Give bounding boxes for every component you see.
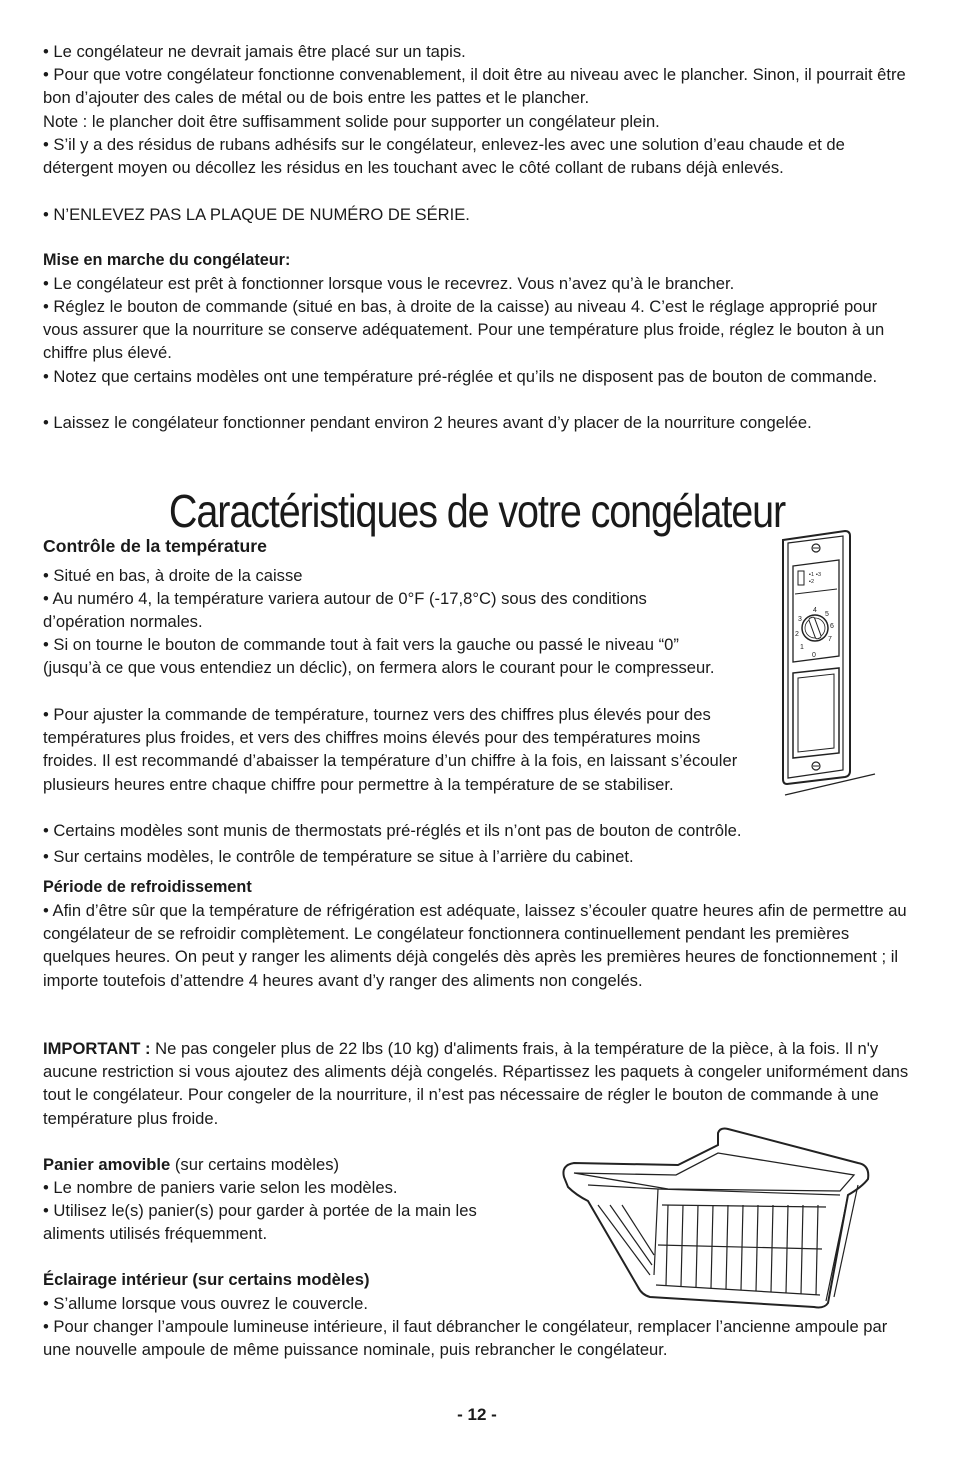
temp-bullet-preset: • Certains modèles sont munis de thermostats pré-réglés et ils n’ont pas de bouton de contrôle. — [43, 821, 742, 840]
intro-note-floor: Note : le plancher doit être suffisamment solide pour supporter un congélateur plein. — [43, 112, 660, 131]
important-text: Ne pas congeler plus de 22 lbs (10 kg) d'aliments frais, à la température de la pièce, à la fois. Il n'y aucune restriction si vous ajoutez des aliments déjà congelés. Répartissez les paquets à congeler uniformément dans tout le congélateur. Pour congeler de la nourriture, il n’est pas nécessaire de régler le bouton de commande à une température plus froide. — [43, 1039, 909, 1128]
startup-bullet-ready: • Le congélateur est prêt à fonctionner lorsque vous le recevrez. Vous n’avez qu’à le brancher. — [43, 274, 735, 293]
intro-bullet-level: • Pour que votre congélateur fonctionne convenablement, il doit être au niveau avec le plancher. Sinon, il pourrait être bon d’ajouter des cales de métal ou de bois entre les pattes et le plancher. — [43, 65, 906, 108]
light-heading-label: Éclairage intérieur (sur certains modèles) — [43, 1270, 370, 1289]
intro-bullet-serial: • N’ENLEVEZ PAS LA PLAQUE DE NUMÉRO DE SÉRIE. — [43, 205, 470, 224]
basket-heading-label: Panier amovible — [43, 1155, 171, 1174]
light-bullet-on: • S’allume lorsque vous ouvrez le couvercle. — [43, 1294, 368, 1313]
dial-number-7: 7 — [828, 636, 832, 643]
svg-text:▪1: ▪1 — [809, 572, 815, 578]
basket-bullet-use: • Utilisez le(s) panier(s) pour garder à portée de la main les aliments utilisés fréquemment. — [43, 1201, 477, 1244]
cooling-heading: Période de refroidissement — [43, 878, 252, 896]
light-heading — [43, 1268, 488, 1291]
basket-heading-note: (sur certains modèles) — [170, 1155, 340, 1174]
temp-bullet-number4: • Au numéro 4, la température variera autour de 0°F (-17,8°C) sous des conditions d’opération normales. — [43, 589, 647, 632]
dial-number-3: 3 — [798, 616, 802, 623]
thermostat-control-illustration — [775, 528, 880, 800]
intro-bullet-carpet: • Le congélateur ne devrait jamais être placé sur un tapis. — [43, 42, 466, 61]
page-title: Caractéristiques de votre congélateur — [168, 484, 786, 537]
dial-number-0: 0 — [812, 652, 816, 659]
light-bullet-bulb: • Pour changer l’ampoule lumineuse intérieure, il faut débrancher le congélateur, remplacer l’ancienne ampoule par une nouvelle ampoule de même puissance nominale, puis rebrancher le congélateur. — [43, 1317, 888, 1360]
dial-number-1: 1 — [800, 644, 804, 651]
dial-number-4: 4 — [813, 607, 817, 614]
basket-bullet-count: • Le nombre de paniers varie selon les modèles. — [43, 1178, 398, 1197]
startup-heading: Mise en marche du congélateur: — [43, 251, 291, 269]
startup-bullet-wait: • Laissez le congélateur fonctionner pendant environ 2 heures avant d’y placer de la nourriture congelée. — [43, 413, 812, 432]
temp-bullet-rear: • Sur certains modèles, le contrôle de température se situe à l’arrière du cabinet. — [43, 847, 634, 866]
svg-text:▪2: ▪2 — [809, 579, 815, 585]
intro-bullet-tape: • S’il y a des résidus de rubans adhésifs sur le congélateur, enlevez-les avec une solution d’eau chaude et de détergent moyen ou décollez les résidus en les touchant avec le côté collant de rubans déjà enlevés. — [43, 135, 845, 178]
startup-bullet-preset: • Notez que certains modèles ont une température pré-réglée et qu’ils ne disposent pas de bouton de commande. — [43, 367, 878, 386]
temp-bullet-location: • Situé en bas, à droite de la caisse — [43, 566, 303, 585]
basket-heading — [43, 1153, 488, 1176]
removable-basket-illustration — [558, 1125, 918, 1311]
dial-number-6: 6 — [830, 623, 834, 630]
temp-bullet-adjust: • Pour ajuster la commande de température, tournez vers des chiffres plus élevés pour des températures plus froides, et vers des chiffres moins élevés pour des températures moins froides. Il est recommandé d’abaisser la température d’un chiffre à la fois, en laissant s’écouler plusieurs heures entre chaque chiffre pour permettre à la température de se stabiliser. — [43, 705, 738, 794]
cooling-bullet: • Afin d’être sûr que la température de réfrigération est adéquate, laissez s’écouler quatre heures afin de permettre au congélateur de se refroidir complètement. Le congélateur fonctionnera continuellement pendant les premières quelques heures. On peut y ranger les aliments déjà congelés dès après les premières heures de fonctionnement ; il importe toutefois d’attendre 4 heures avant d’y ranger des aliments non congelés. — [43, 901, 907, 990]
page-number: - 12 - — [457, 1405, 497, 1424]
dial-number-2: 2 — [795, 631, 799, 638]
startup-bullet-dial: • Réglez le bouton de commande (situé en bas, à droite de la caisse) au niveau 4. C’est le réglage approprié pour vous assurer que la nourriture se conserve adéquatement. Pour une température plus froide, réglez le bouton à un chiffre plus élevé. — [43, 297, 885, 363]
important-label: IMPORTANT : — [43, 1039, 151, 1058]
svg-text:▪3: ▪3 — [816, 572, 822, 578]
temp-bullet-off: • Si on tourne le bouton de commande tout à fait vers la gauche ou passé le niveau “0” (jusqu’à ce que vous entendiez un déclic), on fermera alors le courant pour le compresseur. — [43, 635, 715, 678]
important-paragraph — [43, 1037, 915, 1130]
dial-number-5: 5 — [825, 611, 829, 618]
temp-heading: Contrôle de la température — [43, 536, 267, 556]
